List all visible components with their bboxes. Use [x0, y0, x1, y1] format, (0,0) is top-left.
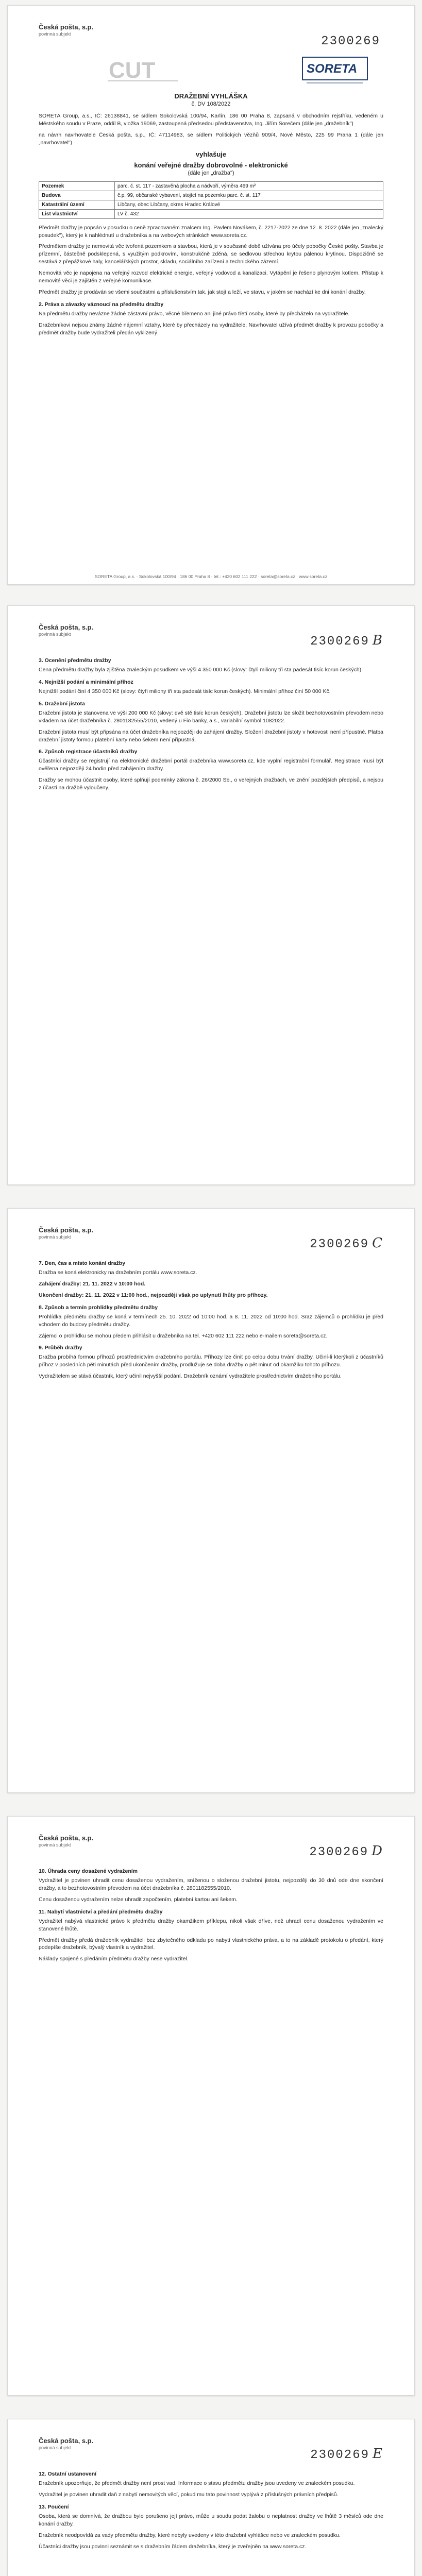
table-cell-value: Libčany, obec Libčany, okres Hradec Králové: [114, 200, 383, 209]
company-subtitle: povinná subjekt: [39, 632, 71, 637]
document-title: DRAŽEBNÍ VYHLÁŠKA: [174, 92, 248, 100]
page-header: [39, 1226, 383, 1255]
table-cell-key: Katastrální území: [39, 200, 115, 209]
svg-text:SORETA: SORETA: [307, 62, 358, 76]
body-paragraph: Na předmětu dražby nevázne žádné zástavní právo, věcné břemeno ani jiné právo třetí osoby, které by přecházelo na vydražitele.: [39, 310, 350, 317]
body-paragraph: Ukončení dražby: 21. 11. 2022 v 11:00 hod., nejpozději však po uplynutí lhůty pro příhozy.: [39, 1292, 268, 1298]
company-name: Česká pošta, s.p.: [39, 2437, 94, 2445]
body-paragraph: Zahájení dražby: 21. 11. 2022 v 10:00 hod.: [39, 1280, 146, 1287]
body-paragraph: Zájemci o prohlídku se mohou předem přihlásit u dražebníka na tel. +420 602 111 222 nebo e-mailem soreta@soreta.cz.: [39, 1332, 328, 1339]
company-name: Česká pošta, s.p.: [39, 1226, 94, 1234]
body-paragraph: Osoba, která se domnívá, že dražbou bylo porušeno její právo, může u soudu podat žalobu o neplatnost dražby ve lhůtě 3 měsíců ode dne konání dražby.: [39, 2513, 383, 2527]
document-number-stamp: [309, 1843, 383, 1859]
table-row: [39, 181, 383, 191]
table-cell-value: č.p. 99, občanské vybavení, stojící na pozemku parc. č. st. 117: [114, 191, 383, 200]
document-number-stamp: [310, 2446, 383, 2462]
page-marker: B: [372, 633, 383, 648]
body-paragraph: Dražba se koná elektronicky na dražebním portálu www.soreta.cz.: [39, 1269, 197, 1276]
document-page-3: [7, 1208, 415, 1793]
table-cell-key: Budova: [39, 191, 115, 200]
body-paragraph: Náklady spojené s předáním předmětu dražby nese vydražitel.: [39, 1956, 189, 1962]
document-page-5: [7, 2419, 415, 2576]
section-heading: 8. Způsob a termín prohlídky předmětu dražby: [39, 1304, 158, 1311]
page-marker: C: [372, 1235, 383, 1251]
table-row: [39, 209, 383, 218]
body-paragraph: Vydražitel nabývá vlastnické právo k předmětu dražby okamžikem příklepu, nikoli však dříve, než uhradí cenu dosaženou vydražením ve stanovené lhůtě.: [39, 1918, 383, 1932]
table-cell-value: parc. č. st. 117 - zastavěná plocha a nádvoří, výměra 469 m²: [114, 181, 383, 191]
body-paragraph: Dražba probíhá formou příhozů prostřednictvím dražebního portálu. Příhozy lze činit po celou dobu trvání dražby. Učiní-li kterýkoli z účastníků příhoz v posledních pěti minutách před ukončením dražby, prodlužuje se doba dražby o pět minut od okamžiku tohoto příhozu.: [39, 1354, 383, 1368]
section-heading: 10. Úhrada ceny dosažené vydražením: [39, 1868, 138, 1874]
auction-heading: konání veřejné dražby dobrovolné - elektronické: [134, 161, 288, 169]
body-paragraph: Vydražitelem se stává účastník, který učinil nejvyšší podání. Dražebník oznámí vydražitele prostřednictvím dražebního portálu.: [39, 1373, 342, 1380]
company-subtitle: povinná subjekt: [39, 1842, 71, 1848]
company-subtitle: povinná subjekt: [39, 2445, 71, 2450]
section-vyhlasuje: vyhlašuje: [195, 150, 227, 158]
company-subtitle: povinná subjekt: [39, 1234, 71, 1240]
company-name: Česká pošta, s.p.: [39, 1834, 94, 1842]
section-heading: 4. Nejnižší podání a minimální příhoz: [39, 679, 133, 685]
body-paragraph: Předmětem dražby je nemovitá věc tvořená pozemkem a stavbou, která je v současné době užívána pro účely pobočky České pošty. Stavba je přízemní, částečně podsklepená, s využitým podkrovím, konstrukčně zděná, se sedlovou střechou krytou pálenou krytinou. Dispozičně se sestává z přepážkové haly, kancelářských prostor, skladu, sociálního zařízení a technického zázemí.: [39, 243, 383, 265]
body-paragraph: Vydražitel je povinen uhradit daň z nabytí nemovitých věcí, pokud mu tato povinnost vyplývá z příslušných právních předpisů.: [39, 2491, 339, 2498]
document-number-stamp: [310, 1235, 383, 1251]
document-number: 2300269: [321, 35, 380, 48]
body-paragraph: Dražebníkovi nejsou známy žádné nájemní vztahy, které by přecházely na vydražitele. Navrhovatel užívá předmět dražby k provozu pobočky a předmět dražby bude vydražiteli předán vyklizený.: [39, 321, 383, 336]
body-paragraph: Cenu dosaženou vydražením nelze uhradit započtením, platební kartou ani šekem.: [39, 1896, 238, 1903]
body-paragraph: Předmět dražby je prodáván se všemi součástmi a příslušenstvím tak, jak stojí a leží, ve stavu, v jakém se nachází ke dni konání dražby.: [39, 289, 366, 295]
table-cell-key: List vlastnictví: [39, 209, 115, 218]
body-paragraph: Dražební jistota musí být připsána na účet dražebníka nejpozději do zahájení dražby. Složení dražební jistoty v hotovosti není přípustné. Platba dražební jistoty formou platební karty nebo šekem není přípustná.: [39, 728, 383, 743]
cut-logo-icon: [106, 54, 183, 86]
page-header: [39, 1834, 383, 1863]
body-paragraph: Účastníci dražby jsou povinni seznámit se s dražebním řádem dražebníka, který je zveřejněn na www.soreta.cz.: [39, 2543, 307, 2550]
table-cell-value: LV č. 432: [114, 209, 383, 218]
document-number-label: č. DV 108/2022: [191, 101, 231, 107]
table-row: [39, 191, 383, 200]
section-heading: 12. Ostatní ustanovení: [39, 2471, 97, 2477]
company-name: Česká pošta, s.p.: [39, 23, 94, 31]
page-header: [39, 2437, 383, 2466]
body-paragraph: Dražební jistota je stanovena ve výši 200 000 Kč (slovy: dvě stě tisíc korun českých). Dražební jistotu lze složit bezhotovostním převodem nebo vkladem na účet dražebníka č. 2801182555/2010, vedený u Fio banky, a.s., variabilní symbol 1082022.: [39, 709, 383, 724]
body-paragraph: Účastníci dražby se registrují na elektronické dražební portál dražebníka www.soreta.cz, kde vyplní registrační formulář. Registrace musí být ověřena nejpozději 24 hodin před zahájením dražby.: [39, 758, 383, 772]
table-row: [39, 200, 383, 209]
document-number: 2300269: [310, 2448, 370, 2462]
body-paragraph: Předmět dražby předá dražebník vydražiteli bez zbytečného odkladu po nabytí vlastnického práva, a to na základě protokolu o předání, který podepíše dražebník, bývalý vlastník a vydražitel.: [39, 1937, 383, 1951]
section-heading: 2. Práva a závazky váznoucí na předmětu dražby: [39, 301, 164, 308]
body-paragraph: Dražebník neodpovídá za vady předmětu dražby, které nebyly uvedeny v této dražební vyhlášce nebo ve znaleckém posudku.: [39, 2532, 341, 2538]
page-header: [39, 23, 383, 52]
page-footer: SORETA Group, a.s. · Sokolovská 100/94 · 186 00 Praha 8 · tel.: +420 602 111 222 · soreta@soreta.cz · www.soreta.cz: [94, 574, 328, 579]
body-paragraph: Vydražitel je povinen uhradit cenu dosaženou vydražením, sníženou o složenou dražební jistotu, nejpozději do 30 dnů ode dne skončení dražby, a to bezhotovostním převodem na účet dražebníka č. 2801182555/2010.: [39, 1877, 383, 1891]
document-number: 2300269: [310, 1238, 369, 1251]
page-marker: E: [373, 2446, 383, 2462]
document-page-1: [7, 5, 415, 585]
document-number-stamp: [310, 633, 383, 649]
intro-paragraph: SORETA Group, a.s., IČ: 26138841, se sídlem Sokolovská 100/94, Karlín, 186 00 Praha 8, zapsaná v obchodním rejstříku, vedeném u Městského soudu v Praze, oddíl B, vložka 19069, zastoupená předsedou představenstva, Ing. Jiřím Sorečem (dále jen „dražebník"): [39, 113, 383, 127]
document-page-2: [7, 605, 415, 1185]
body-paragraph: Prohlídka předmětu dražby se koná v termínech 25. 10. 2022 od 10:00 hod. a 8. 11. 2022 od 10:00 hod. Sraz zájemců o prohlídku je před vchodem do budovy předmětu dražby.: [39, 1313, 383, 1328]
logos-row: [39, 52, 383, 88]
section-heading: 11. Nabytí vlastnictví a předání předmětu dražby: [39, 1908, 163, 1915]
auction-subheading: (dále jen „dražba"): [188, 170, 234, 176]
proposer-paragraph: na návrh navrhovatele Česká pošta, s.p., IČ: 47114983, se sídlem Politických vězňů 909/4, Nové Město, 225 99 Praha 1 (dále jen „navrhovatel"): [39, 131, 383, 146]
section-heading: 5. Dražební jistota: [39, 700, 85, 707]
section-heading: 9. Průběh dražby: [39, 1345, 82, 1351]
body-paragraph: Nemovitá věc je napojena na veřejný rozvod elektrické energie, veřejný vodovod a kanalizaci. Vytápění je řešeno plynovým kotlem. Přístup k nemovité věci je zajištěn z veřejné komunikace.: [39, 270, 383, 284]
body-paragraph: Předmět dražby je popsán v posudku o ceně zpracovaném znalcem Ing. Pavlem Novákem, č. 2217-2022 ze dne 12. 8. 2022 (dále jen „znalecký posudek"), který je k nahlédnutí u dražebníka a na webových stránkách www.soreta.cz.: [39, 224, 383, 239]
body-paragraph: Cena předmětu dražby byla zjištěna znaleckým posudkem ve výši 4 350 000 Kč (slovy: čtyři miliony tři sta padesát tisíc korun českých).: [39, 667, 363, 673]
document-number: 2300269: [310, 635, 369, 649]
page-header: [39, 623, 383, 652]
section-heading: 3. Ocenění předmětu dražby: [39, 657, 111, 664]
body-paragraph: Nejnižší podání činí 4 350 000 Kč (slovy: čtyři miliony tři sta padesát tisíc korun českých). Minimální příhoz činí 50 000 Kč.: [39, 688, 331, 694]
section-heading: 13. Poučení: [39, 2503, 69, 2510]
svg-text:CUT: CUT: [109, 58, 156, 83]
document-page-4: [7, 1816, 415, 2396]
body-paragraph: Dražby se mohou účastnit osoby, které splňují podmínky zákona č. 26/2000 Sb., o veřejných dražbách, ve znění pozdějších předpisů, a nejsou z účasti na dražbě vyloučeny.: [39, 777, 383, 791]
document-number: 2300269: [309, 1845, 369, 1859]
document-number-stamp: [321, 32, 383, 48]
subject-identification-table: [39, 181, 383, 219]
body-paragraph: Dražebník upozorňuje, že předmět dražby není prost vad. Informace o stavu předmětu dražby jsou uvedeny ve znaleckém posudku.: [39, 2480, 355, 2486]
section-heading: 7. Den, čas a místo konání dražby: [39, 1260, 126, 1266]
table-cell-key: Pozemek: [39, 181, 115, 191]
section-heading: 6. Způsob registrace účastníků dražby: [39, 749, 138, 755]
company-name: Česká pošta, s.p.: [39, 623, 94, 631]
company-subtitle: povinná subjekt: [39, 31, 71, 37]
soreta-logo-icon: [301, 54, 368, 86]
page-marker: D: [372, 1843, 383, 1859]
